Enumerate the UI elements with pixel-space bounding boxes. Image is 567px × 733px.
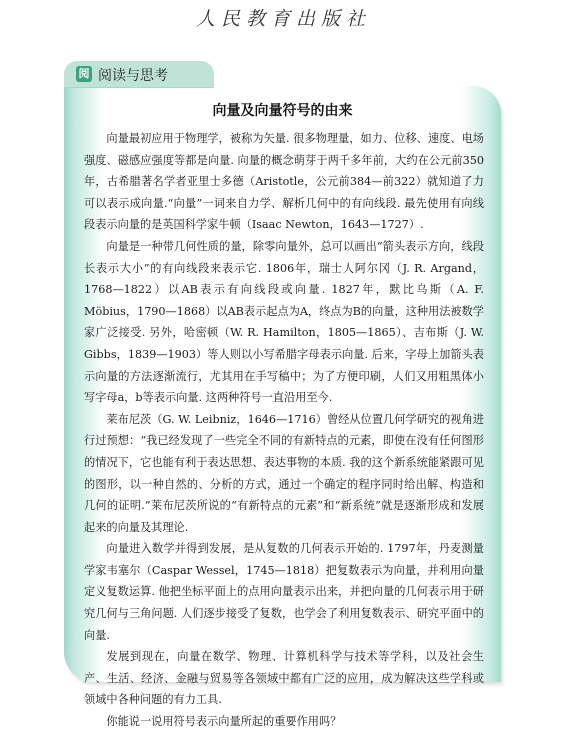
book-icon: 阅 [76, 66, 92, 82]
paragraph: 向量最初应用于物理学，被称为矢量. 很多物理量，如力、位移、速度、电场强度、磁感应强度等都是向量. 向量的概念萌芽于两千多年前，大约在公元前350年，古希腊著名学者亚里士多德（Aristotle，公元前384—前322）就知道了力可以表示成向量.“向量”一词来自力学、解析几何中的有向线段. 最先使用有向线段表示向量的是英国科学家牛顿（Isaac Newton，1643—1727）. [84, 132, 484, 232]
article-title: 向量及向量符号的由来 [212, 103, 353, 119]
paragraph: 向量进入数学并得到发展，是从复数的几何表示开始的. 1797年，丹麦测量学家韦塞尔（Caspar Wessel，1745—1818）把复数表示为向量，并利用向量定义复数运算. 他把坐标平面上的点用向量表示出来，并把向量的几何表示用于研究几何与三角问题. 人们逐步接受了复数，也学会了利用复数表示、研究平面中的向量. [84, 542, 484, 642]
paragraph: 向量是一种带几何性质的量，除零向量外，总可以画出“箭头表示方向，线段长表示大小”的有向线段来表示它. 1806年，瑞士人阿尔冈（J. R. Argand，1768—1822）以AB表示有向线段或向量. 1827年，默比乌斯（A. F. Möbius，1790—1868）以AB表示起点为A，终点为B的向量，这种用法被数学家广泛接受. 另外，哈密顿（W. R. Hamilton，1805—1865）、吉布斯（J. W. Gibbs，1839—1903）等人则以小写希腊字母表示向量. 后来，字母上加箭头表示向量的方法逐渐流行，尤其用在手写稿中；为了方便印刷，人们又用粗黑体小写字母a，b等表示向量. 这两种符号一直沿用至今. [84, 239, 484, 405]
paragraph: 你能说一说用符号表示向量所起的重要作用吗？ [106, 715, 342, 729]
article-body [84, 128, 484, 733]
tab-label: 阅读与思考 [98, 68, 168, 84]
paragraph: 发展到现在，向量在数学、物理、计算机科学与技术等学科，以及社会生产、生活、经济、金融与贸易等各领域中都有广泛的应用，成为解决这些学科或领域中各种问题的有力工具. [84, 650, 484, 707]
paragraph: 莱布尼茨（G. W. Leibniz，1646—1716）曾经从位置几何学研究的视角进行过预想：“我已经发现了一些完全不同的有新特点的元素，即使在没有任何图形的情况下，它也能有利于表达思想、表达事物的本质. 我的这个新系统能紧跟可见的图形，以一种自然的、分析的方式，通过一个确定的程序同时给出解、构造和几何的证明.”莱布尼茨所说的“有新特点的元素”和“新系统”就是逐渐形成和发展起来的向量及其理论. [84, 412, 484, 534]
publisher-logo: 人民教育出版社 [195, 8, 371, 30]
reading-tab [64, 61, 214, 87]
